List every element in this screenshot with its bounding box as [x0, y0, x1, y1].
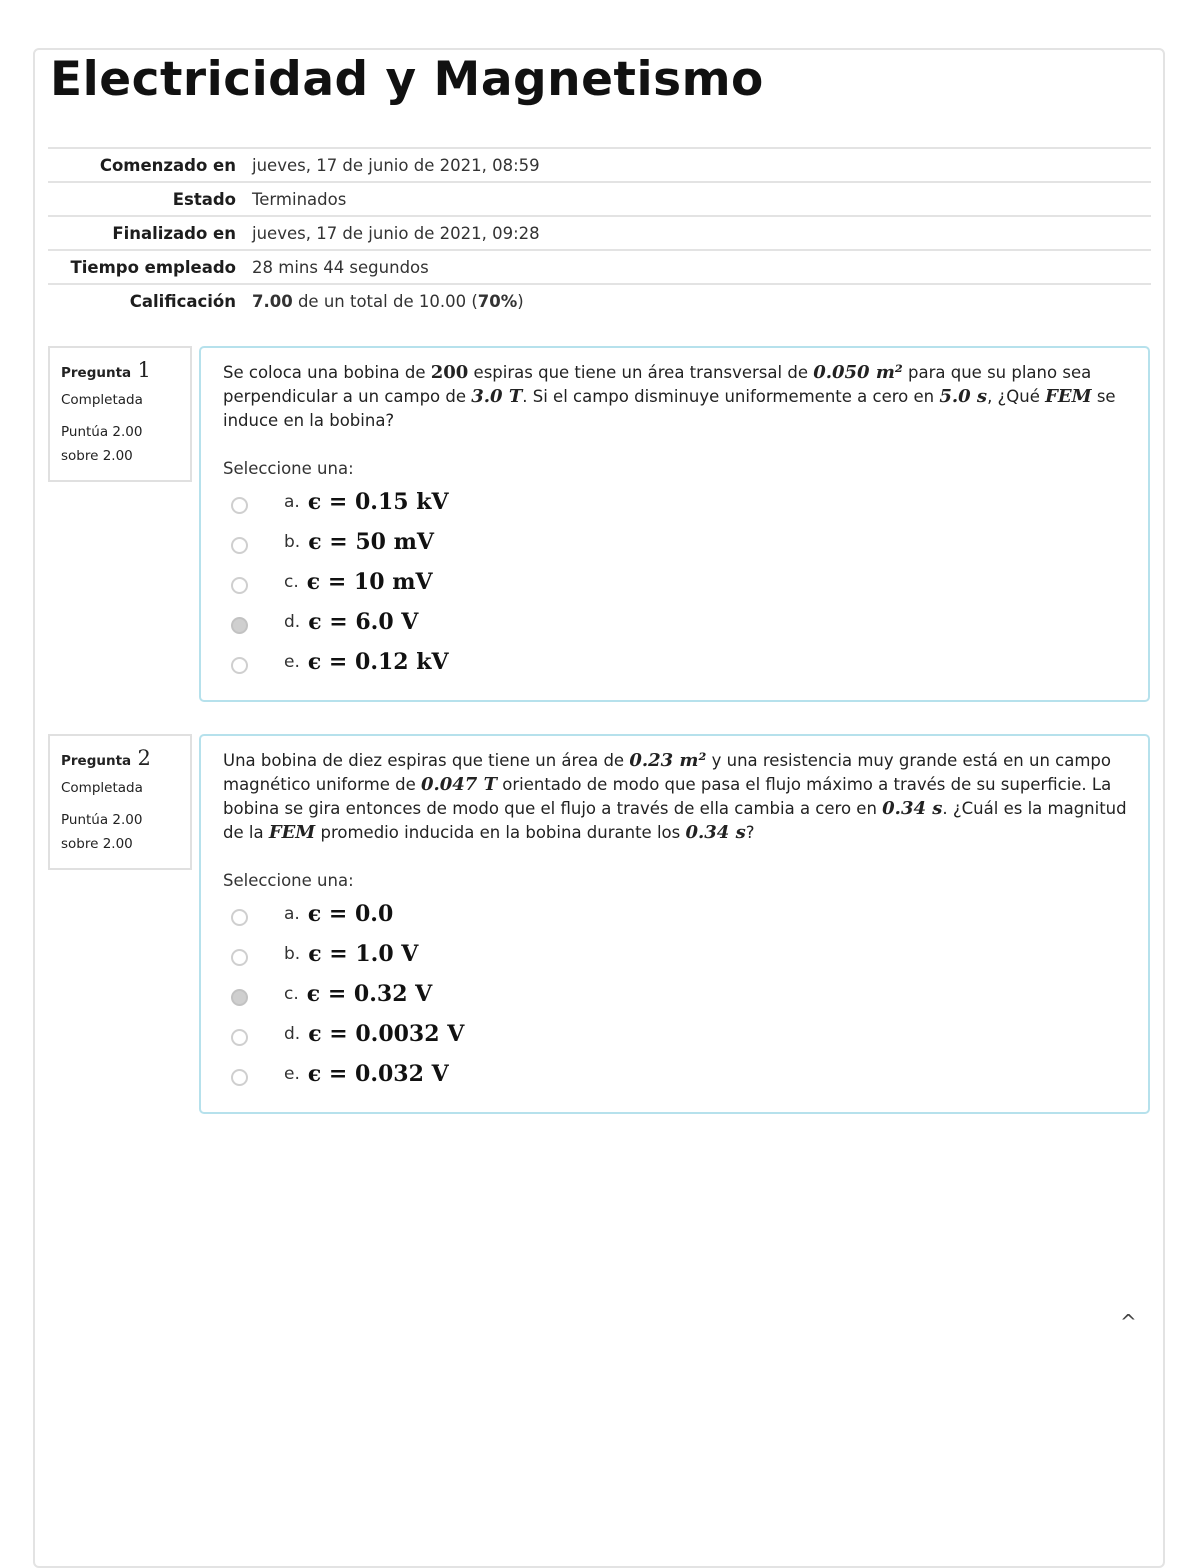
radio-button-selected[interactable]: [231, 989, 248, 1006]
math-value: 0.23 m²: [629, 750, 707, 771]
grade-close-paren: ): [517, 292, 524, 311]
summary-value: jueves, 17 de junio de 2021, 08:59: [244, 148, 1151, 182]
select-one-prompt: Seleccione una:: [223, 459, 354, 478]
answer-option-e[interactable]: [223, 642, 1128, 682]
answer-option-d[interactable]: [223, 602, 1128, 642]
option-letter: c.: [284, 984, 299, 1004]
answer-option-b[interactable]: [223, 522, 1128, 562]
radio-button[interactable]: [231, 1029, 248, 1046]
math-value: 0.34 s: [685, 822, 746, 843]
grade-value: 7.00: [252, 292, 293, 311]
math-value: FEM: [1045, 386, 1092, 407]
question-text-part: para que su plano sea perpendicular a un campo de: [223, 363, 1092, 406]
summary-row-state: [48, 182, 1151, 216]
summary-label: Finalizado en: [48, 216, 244, 250]
math-value: 0.34 s: [882, 798, 943, 819]
radio-button-selected[interactable]: [231, 617, 248, 634]
scroll-to-top-icon[interactable]: ^: [1120, 1310, 1137, 1334]
grade-percent: 70%: [477, 292, 518, 311]
question-label: Pregunta: [61, 365, 132, 381]
question-score: Puntúa 2.00 sobre 2.00: [61, 424, 143, 464]
question-2-info: [48, 734, 192, 870]
summary-value: 28 mins 44 segundos: [244, 250, 1151, 284]
summary-label: Calificación: [48, 284, 244, 318]
answer-option-c[interactable]: [223, 974, 1128, 1014]
question-1-content: [199, 346, 1150, 702]
summary-value: Terminados: [244, 182, 1151, 216]
question-text-part: Se coloca una bobina de: [223, 363, 431, 382]
grade-total-text: de un total de 10.00 (: [292, 292, 478, 311]
question-text-part: espiras que tiene un área transversal de: [468, 363, 814, 382]
option-letter: c.: [284, 572, 299, 592]
summary-value: jueves, 17 de junio de 2021, 09:28: [244, 216, 1151, 250]
option-formula: ϵ = 0.032 V: [307, 1061, 449, 1087]
radio-button[interactable]: [231, 909, 248, 926]
answer-option-c[interactable]: [223, 562, 1128, 602]
summary-label: Estado: [48, 182, 244, 216]
question-text-part: se induce en la bobina?: [223, 387, 1116, 430]
option-letter: a.: [284, 904, 300, 924]
option-letter: d.: [284, 612, 301, 632]
summary-label: Tiempo empleado: [48, 250, 244, 284]
question-score: Puntúa 2.00 sobre 2.00: [61, 812, 143, 852]
question-status: Completada: [61, 780, 143, 796]
question-text-part: . Si el campo disminuye uniformemente a cero en: [522, 387, 940, 406]
question-status: Completada: [61, 392, 143, 408]
question-label: Pregunta: [61, 753, 132, 769]
option-letter: d.: [284, 1024, 301, 1044]
radio-button[interactable]: [231, 657, 248, 674]
option-formula: ϵ = 0.0: [307, 901, 394, 927]
answer-option-b[interactable]: [223, 934, 1128, 974]
select-one-prompt: Seleccione una:: [223, 871, 354, 890]
math-value: 3.0 T: [471, 386, 523, 407]
radio-button[interactable]: [231, 577, 248, 594]
summary-row-time-taken: [48, 250, 1151, 284]
radio-button[interactable]: [231, 497, 248, 514]
question-1-info: [48, 346, 192, 482]
question-number: 1: [137, 358, 151, 382]
option-letter: b.: [284, 944, 301, 964]
answer-option-a[interactable]: [223, 894, 1128, 934]
question-text-part: y una resistencia muy grande está en un campo magnético uniforme de: [223, 751, 1111, 794]
option-formula: ϵ = 0.32 V: [306, 981, 433, 1007]
math-value: 0.050 m²: [813, 362, 903, 383]
radio-button[interactable]: [231, 1069, 248, 1086]
answer-option-e[interactable]: [223, 1054, 1128, 1094]
page-title: Electricidad y Magnetismo: [50, 52, 764, 107]
option-formula: ϵ = 0.12 kV: [307, 649, 449, 675]
question-text-part: promedio inducida en la bobina durante los: [315, 823, 686, 842]
question-number: 2: [137, 746, 151, 770]
radio-button[interactable]: [231, 537, 248, 554]
answer-option-d[interactable]: [223, 1014, 1128, 1054]
summary-row-started: [48, 148, 1151, 182]
question-text-part: , ¿Qué: [987, 387, 1046, 406]
math-value: 200: [430, 362, 469, 383]
answer-options: [223, 482, 1128, 682]
question-text-part: Una bobina de diez espiras que tiene un área de: [223, 751, 630, 770]
option-letter: b.: [284, 532, 301, 552]
option-formula: ϵ = 1.0 V: [308, 941, 419, 967]
question-text: [223, 361, 1128, 433]
question-2-content: [199, 734, 1150, 1114]
option-letter: a.: [284, 492, 300, 512]
answer-option-a[interactable]: [223, 482, 1128, 522]
summary-row-finished: [48, 216, 1151, 250]
option-formula: ϵ = 0.0032 V: [308, 1021, 465, 1047]
summary-row-grade: [48, 284, 1151, 318]
question-text-part: . ¿Cuál es la magnitud de la: [223, 799, 1127, 842]
answer-options: [223, 894, 1128, 1094]
option-letter: e.: [284, 1064, 300, 1084]
math-value: 5.0 s: [939, 386, 988, 407]
math-value: FEM: [268, 822, 316, 843]
question-text-part: ?: [745, 823, 755, 842]
option-formula: ϵ = 6.0 V: [308, 609, 419, 635]
option-formula: ϵ = 10 mV: [306, 569, 433, 595]
option-formula: ϵ = 0.15 kV: [307, 489, 449, 515]
math-value: 0.047 T: [420, 774, 497, 795]
summary-value: [244, 284, 1151, 318]
summary-label: Comenzado en: [48, 148, 244, 182]
question-text-part: orientado de modo que pasa el flujo máximo a través de su superficie. La bobina se gira entonces de modo que el flujo a través de ella cambia a cero en: [223, 775, 1112, 818]
radio-button[interactable]: [231, 949, 248, 966]
attempt-summary-table: [48, 147, 1151, 318]
option-letter: e.: [284, 652, 300, 672]
option-formula: ϵ = 50 mV: [308, 529, 434, 555]
question-text: [223, 749, 1128, 845]
